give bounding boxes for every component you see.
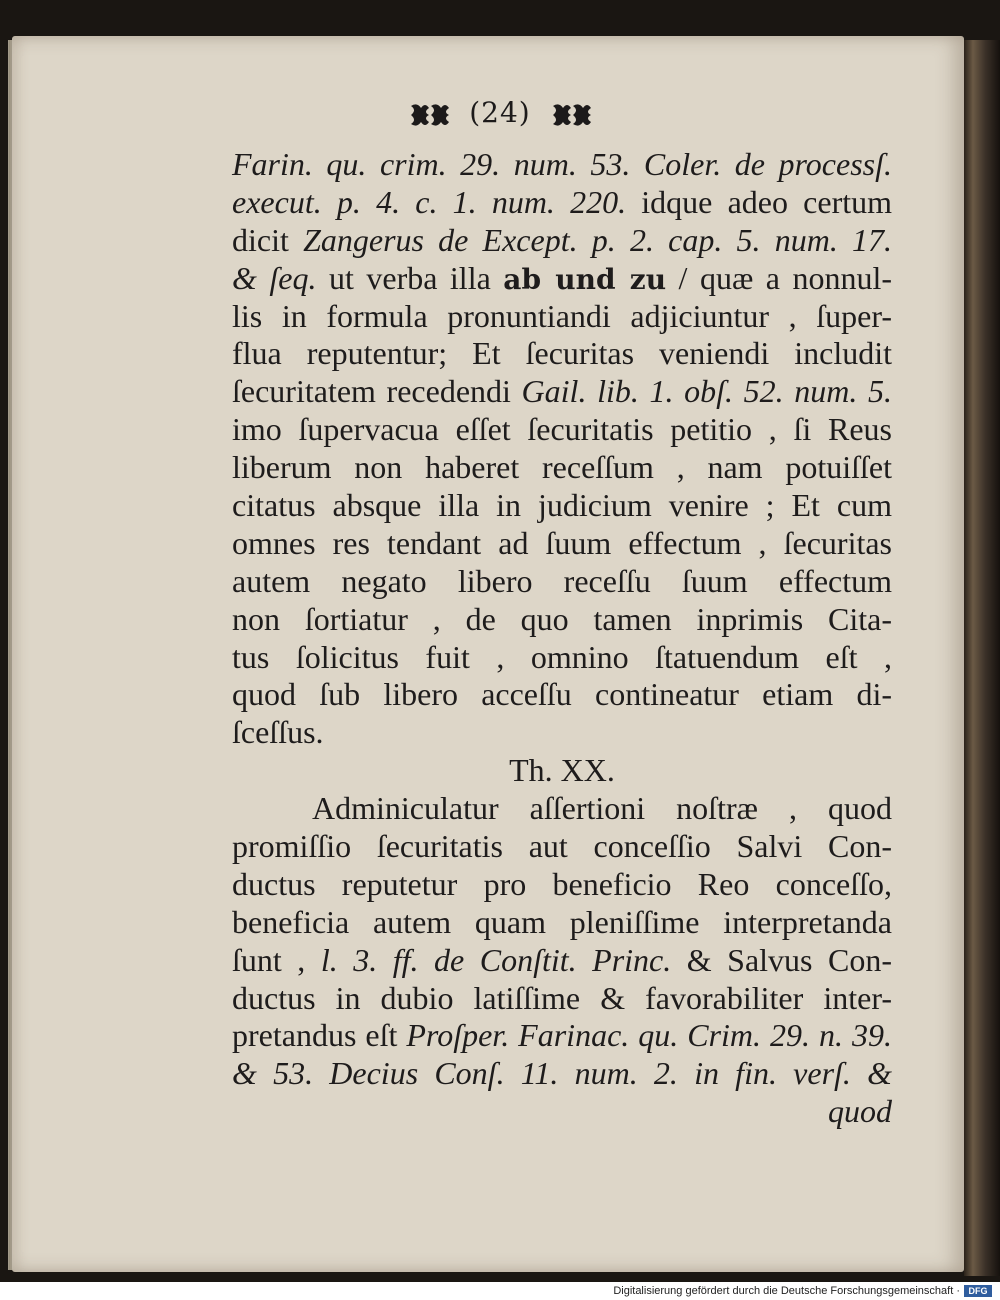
text-run: autem negato libero receſſu ſuum effectum [232, 562, 892, 599]
text-run: promiſſio ſecuritatis aut conceſſio Salvi Con- [232, 828, 892, 865]
text-line [232, 563, 892, 601]
text-line [232, 866, 892, 904]
text-run: omnes res tendant ad ſuum effectum , ſecuritas [232, 524, 892, 561]
text-run: pretandus eſt [232, 1017, 407, 1054]
text-run: dicit [232, 221, 304, 258]
italic-run: Gail. lib. 1. obſ. 52. num. 5. [521, 373, 893, 410]
text-line [232, 790, 892, 828]
text-run: imo ſupervacua eſſet ſecuritatis petitio , ſi Reus [232, 411, 892, 448]
italic-run: Farin. qu. crim. 29. num. 53. Coler. de processſ. [232, 146, 892, 182]
text-run: flua reputentur; Et ſecuritas veniendi includit [232, 335, 892, 372]
text-line [232, 601, 892, 639]
text-line [232, 525, 892, 563]
text-run: beneficia autem quam pleniſſime interpretanda [232, 903, 892, 940]
italic-run: & 53. Decius Conſ. 11. num. 2. in fin. verſ. & [232, 1055, 892, 1092]
text-run: idque adeo certum [626, 183, 893, 220]
ornament-left-icon [407, 102, 451, 128]
page-number: (24) [469, 96, 531, 129]
text-line [232, 714, 892, 752]
blackletter-run: ab und zu [503, 262, 667, 296]
text-line [232, 335, 892, 373]
text-line [232, 676, 892, 714]
body-text [232, 146, 892, 1131]
text-run: ſceſſus. [232, 714, 324, 751]
italic-run: l. 3. ff. de Conſtit. Princ. [320, 941, 672, 978]
text-line [232, 980, 892, 1018]
text-run: Adminiculatur aſſertioni noſtræ , quod [312, 790, 892, 827]
text-line [232, 146, 892, 184]
text-line [232, 1055, 892, 1093]
italic-run: Zangerus de Except. p. 2. cap. 5. num. 17. [303, 221, 893, 258]
text-run: ſunt , [232, 941, 321, 978]
text-line [232, 222, 892, 260]
ornament-right-icon [549, 102, 593, 128]
text-line [232, 487, 892, 525]
text-line [232, 904, 892, 942]
page-header [0, 96, 1000, 129]
italic-run: Proſper. Farinac. qu. Crim. 29. n. 39. [406, 1017, 893, 1054]
italic-run: quod [828, 1093, 892, 1130]
text-run: liberum non haberet receſſum , nam potuiſſet [232, 449, 892, 486]
text-run: citatus absque illa in judicium venire ; Et cum [232, 487, 892, 524]
section-heading [232, 752, 892, 790]
text-line [232, 1017, 892, 1055]
text-line [232, 184, 892, 222]
funding-note: Digitalisierung gefördert durch die Deutsche Forschungsgemeinschaft · [613, 1285, 960, 1297]
catchword [232, 1093, 892, 1131]
text-line [232, 828, 892, 866]
text-run: non ſortiatur , de quo tamen inprimis Cita- [232, 600, 892, 637]
book-spine-edge [964, 40, 1000, 1276]
text-run: quod ſub libero acceſſu contineatur etiam di- [232, 676, 892, 713]
italic-run: execut. p. 4. c. 1. num. 220. [232, 183, 627, 220]
text-run: ductus in dubio latiſſime & favorabiliter inter- [232, 979, 892, 1016]
text-line [232, 373, 892, 411]
text-line [232, 411, 892, 449]
text-run: / quæ a nonnul- [666, 259, 893, 296]
text-run: ductus reputetur pro beneficio Reo conceſſo, [232, 865, 892, 902]
text-run: Th. XX. [509, 752, 615, 789]
text-line [232, 260, 892, 298]
text-line [232, 942, 892, 980]
italic-run: & ſeq. [232, 259, 317, 296]
text-line [232, 449, 892, 487]
text-run: lis in formula pronuntiandi adjiciuntur , ſuper- [232, 297, 892, 334]
text-run: & Salvus Con- [671, 941, 893, 978]
text-run: tus ſolicitus fuit , omnino ſtatuendum eſt , [232, 638, 892, 675]
text-line [232, 639, 892, 677]
text-line [232, 298, 892, 336]
text-run: ut verba illa [316, 259, 504, 296]
footer-bar [0, 1282, 1000, 1300]
text-run: ſecuritatem recedendi [232, 373, 522, 410]
dfg-logo: DFG [964, 1285, 992, 1297]
